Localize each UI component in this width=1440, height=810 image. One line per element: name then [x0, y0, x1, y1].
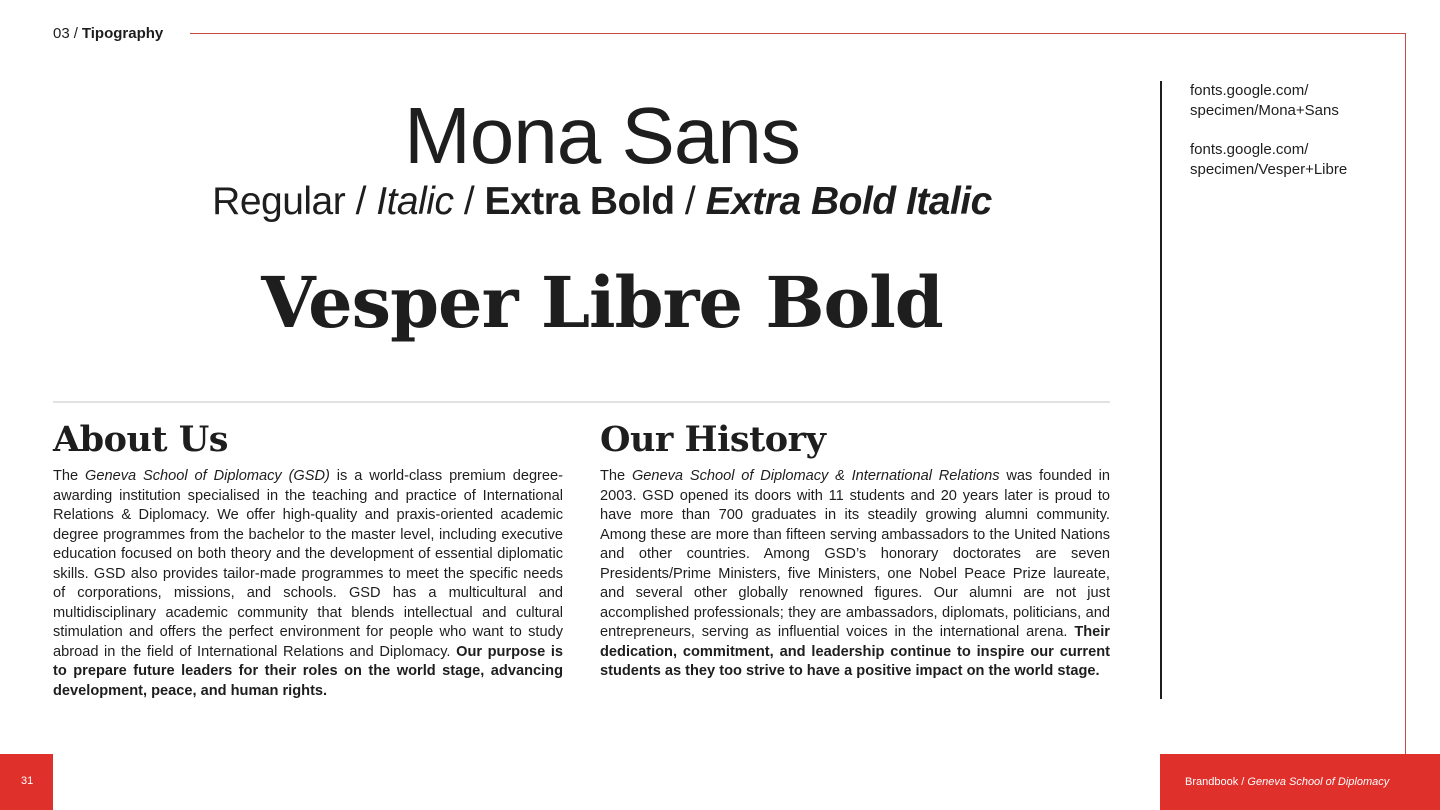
footer-school: Geneva School of Diplomacy [1247, 776, 1390, 788]
link-line: specimen/Mona+Sans [1190, 101, 1339, 119]
weight-regular: Regular [212, 180, 346, 223]
font-weights-list [0, 178, 1204, 226]
page-number: 31 [21, 775, 34, 787]
about-paragraph [53, 467, 563, 701]
section-label [53, 24, 163, 44]
about-intro-italic: Geneva School of Diplomacy (GSD) [85, 468, 330, 484]
weight-separator: / [355, 180, 366, 223]
history-bold-statement: Their dedication, commitment, and leadership continue to inspire our current students as they too strive to have a positive impact on the world stage. [600, 624, 1110, 679]
vesper-libre-link[interactable] [1190, 140, 1405, 179]
history-heading: Our History [600, 419, 826, 460]
footer-brandbook: Brandbook [1185, 776, 1239, 788]
weight-separator: / [463, 180, 475, 223]
frame-top-line [190, 33, 1406, 34]
sidebar-vertical-line [1160, 81, 1162, 699]
section-title: Tipography [81, 25, 164, 42]
link-line: fonts.google.com/ [1190, 141, 1309, 158]
section-separator: / [73, 25, 78, 42]
section-number: 03 [53, 25, 70, 42]
history-intro-italic: Geneva School of Diplomacy & International Relations [631, 468, 1000, 484]
weight-separator: / [684, 180, 696, 223]
weight-extra-bold: Extra Bold [484, 180, 675, 223]
history-paragraph [600, 467, 1110, 682]
about-bold-statement: Our purpose is to prepare future leaders for their roles on the world stage, advancing development, peace, and human rights. [53, 643, 563, 699]
mona-sans-link[interactable] [1190, 81, 1405, 120]
font-links [1190, 81, 1405, 199]
link-line: specimen/Vesper+Libre [1190, 160, 1348, 178]
history-body: was founded in 2003. GSD opened its doors with 11 students and 20 years later is proud to have more than 700 graduates in its steadily growing alumni community. Among these are more than fifteen serving ambassadors to the United Nations and other countries. Among GSD’s honorary doctorates are seven Presidents/Prime Ministers, five Ministers, one Nobel Peace Prize laureate, and several other globally renowned figures. Our alumni are not just accomplished professionals; they are ambassadors, diplomats, politicians, and entrepreneurs, serving as influential voices in the international arena. [600, 468, 1110, 640]
link-line: fonts.google.com/ [1190, 82, 1309, 99]
about-heading: About Us [53, 419, 228, 460]
frame-right-line [1405, 33, 1406, 755]
history-intro-prefix: The [600, 468, 632, 484]
weight-italic: Italic [376, 180, 454, 223]
weight-extra-bold-italic: Extra Bold Italic [705, 180, 992, 223]
footer-separator: / [1241, 776, 1245, 788]
about-section [53, 416, 563, 701]
about-intro-prefix: The [53, 468, 86, 484]
horizontal-divider [53, 401, 1110, 403]
history-section [600, 416, 1110, 682]
about-body: is a world-class premium degree-awarding institution specialised in the teaching and practice of International Relations & Diplomacy. We offer high-quality and praxis-oriented academic degree programmes from the bachelor to the master level, including executive education focused on both theory and the development of essential diplomatic skills. GSD also provides tailor-made programmes to meet the specific needs of corporations, missions, and schools. GSD has a multicultural and multidisciplinary academic community that blends intellectual and cultural stimulation and offers the perfect environment for people who want to study abroad in the field of International Relations and Diplomacy. [53, 468, 564, 660]
secondary-font-name: Vesper Libre Bold [261, 261, 943, 344]
primary-font-name: Mona Sans [404, 91, 800, 180]
footer-text [1185, 775, 1389, 789]
